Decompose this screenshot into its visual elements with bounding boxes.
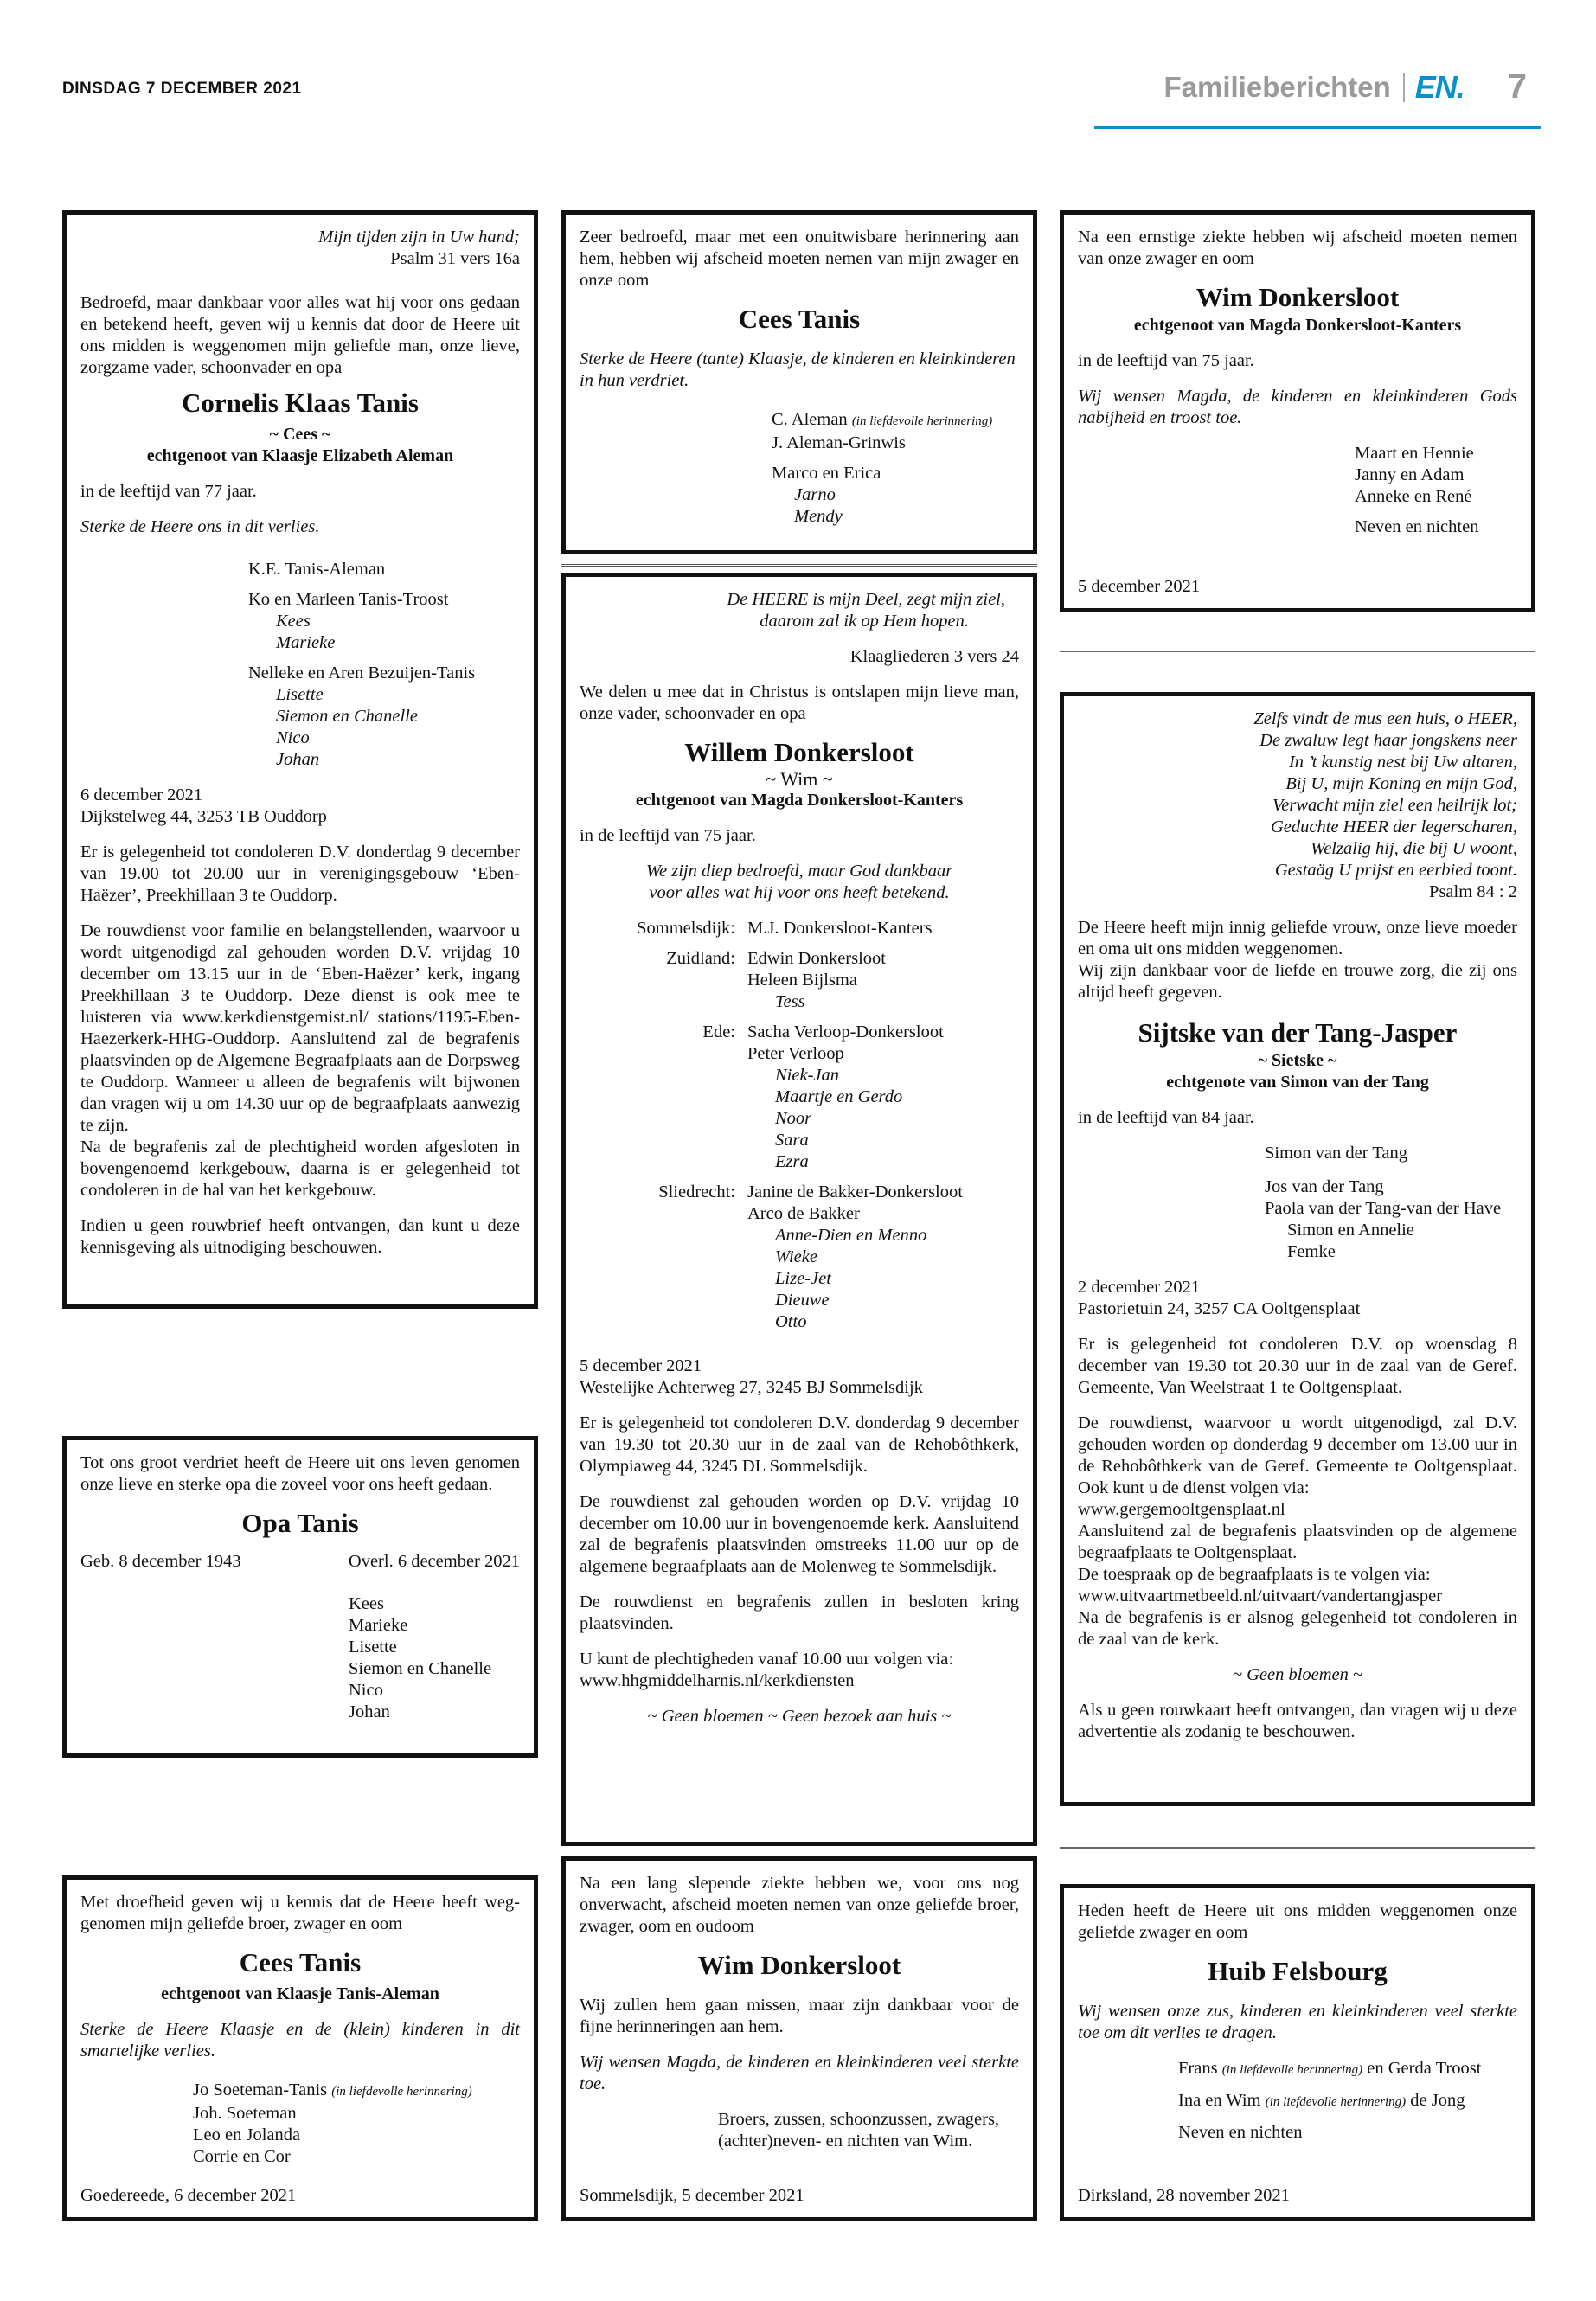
family-member: Corrie en Cor — [193, 2147, 291, 2166]
quote-line: Mijn tijden zijn in Uw hand; — [318, 228, 520, 247]
family-member: Peter Verloop — [747, 1044, 844, 1063]
motto-line: We zijn diep bedroefd, maar God dankbaar voor alles wat hij voor ons heeft betekend. — [645, 862, 953, 902]
notice-cees-tanis-brother — [62, 1875, 538, 2221]
address-line: Westelijke Achterweg 27, 3245 BJ Sommelsdijk — [580, 1378, 923, 1397]
poem-line: In ’t kunstig nest bij Uw altaren, — [1288, 753, 1517, 772]
family-member: Arco de Bakker — [747, 1204, 860, 1223]
notice-willem-donkersloot — [561, 573, 1037, 1846]
intro-text: Tot ons groot verdriet heeft de Heere uit ons leven genomen onze lieve en sterke opa die zoveel voor ons heeft gedaan. — [80, 1453, 520, 1494]
poem-line: Geduchte HEER der legerscharen, — [1270, 817, 1517, 836]
poem-line: De zwaluw legt haar jongskens neer — [1259, 731, 1517, 750]
poem-line: Verwacht mijn ziel een heilrijk lot; — [1272, 796, 1517, 815]
family-member: Ko en Marleen Tanis-Troost — [248, 590, 449, 609]
family-group — [580, 1182, 1019, 1333]
intro-text: De Heere heeft mijn innig geliefde vrouw, onze lieve moeder en oma uit ons midden weggenomen. — [1078, 918, 1517, 958]
service-text: De rouwdienst zal gehouden worden op D.V. vrijdag 10 december om 10.00 uur in bovengenoemde kerk. Aansluitend zal de begrafenis plaatsvinden omstreeks 11.00 uur op de algemene begraafplaats aan de Molenweg te Sommelsdijk. — [580, 1492, 1019, 1576]
condolence-text: Er is gelegenheid tot condoleren D.V. donderdag 9 december van 19.30 tot 20.30 uur in de zaal van de Rehobôthkerk, Olympiaweg 44, 3245 DL Sommelsdijk. — [580, 1413, 1019, 1476]
family-list — [772, 409, 1019, 528]
column-separator — [1060, 651, 1535, 652]
family-member: Johan — [276, 750, 320, 769]
family-member: Lisette — [276, 685, 324, 704]
family-member: Jo Soeteman-Tanis (in liefdevolle herinnering) — [193, 2080, 472, 2099]
family-member: Kees — [276, 612, 311, 631]
wish-line: Wij wensen Magda, de kinderen en kleinkinderen veel sterkte toe. — [580, 2053, 1019, 2093]
age-line: in de leeftijd van 84 jaar. — [1078, 1108, 1254, 1127]
family-member: Nico — [349, 1681, 383, 1700]
notice-wim-donkersloot-brother-in-law — [1060, 210, 1535, 612]
family-member: Lize-Jet — [775, 1269, 831, 1288]
date-line: 2 december 2021 — [1078, 1278, 1201, 1297]
family-member: Ezra — [775, 1152, 809, 1171]
service-text: De rouwdienst voor familie en belangstellenden, waarvoor u wordt uitgenodigd zal gehouden worden D.V. vrijdag 10 december om 13.15 uur in de ‘Eben-Haëzer’ kerk, ingang Preekhillaan 3 te Ouddorp. Deze dienst is ook mee te luisteren via www.kerkdienstgemist.nl/ stations/1195-Eben-Haezerkerk-HHG-Ouddorp. Aansluitend zal de begrafenis plaatsvinden op de Algemene Begraafplaats aan de Dorpsweg te Ouddorp. Wanneer u alleen de begrafenis wilt bijwonen dan vragen wij u om 14.30 uur op de begraafplaats aanwezig te zijn. — [80, 921, 520, 1135]
intro-text: Heden heeft de Heere uit ons midden weggenomen onze geliefde zwager en oom — [1078, 1901, 1517, 1942]
deceased-name: Cees Tanis — [239, 1947, 362, 1977]
family-member: K.E. Tanis-Aleman — [248, 560, 386, 579]
family-list — [1178, 2058, 1517, 2144]
family-list — [248, 559, 520, 771]
family-member: Maartje en Gerdo — [775, 1087, 903, 1106]
family-member: Otto — [775, 1312, 807, 1331]
header-rule — [1094, 126, 1541, 129]
birth-date: Geb. 8 december 1943 — [80, 1552, 241, 1571]
service-text: De rouwdienst, waarvoor u wordt uitgenodigd, zal D.V. gehouden worden op donderdag 9 december om 13.00 uur in de Rehobôthkerk van de Geref. Gemeente te Ooltgensplaat. Ook kunt u de dienst volgen via: — [1078, 1413, 1517, 1497]
stream-link[interactable]: www.hhgmiddelharnis.nl/kerkdiensten — [580, 1671, 855, 1690]
quote-ref: Psalm 31 vers 16a — [390, 249, 520, 268]
date-line: 5 december 2021 — [580, 1356, 702, 1375]
age-line: in de leeftijd van 75 jaar. — [580, 826, 756, 845]
deceased-name: Sijtske van der Tang-Jasper — [1138, 1017, 1458, 1048]
speech-text: De toespraak op de begraafplaats is te volgen via: — [1078, 1565, 1431, 1584]
family-list — [193, 2080, 520, 2168]
family-member: Marieke — [349, 1616, 408, 1635]
family-place: Zuidland: — [666, 949, 735, 968]
family-member: M.J. Donkersloot-Kanters — [747, 919, 933, 938]
poem-line: Gestaäg U prijst en eerbied toont. — [1274, 861, 1517, 880]
column-separator — [561, 564, 1037, 567]
notice-cornelis-tanis — [62, 210, 538, 1309]
family-member: Paola van der Tang-van der Have — [1265, 1199, 1502, 1218]
family-place: Sommelsdijk: — [637, 919, 735, 938]
family-line: Broers, zussen, schoonzussen, zwagers, (achter)neven- en nichten van Wim. — [718, 2110, 1000, 2150]
deceased-name: Cees Tanis — [738, 304, 861, 334]
family-member: Mendy — [794, 507, 843, 526]
psalm-poem — [1078, 708, 1517, 881]
family-member: Johan — [349, 1702, 390, 1721]
notice-cees-tanis-brother-in-law — [561, 210, 1037, 554]
family-place: Sliedrecht: — [658, 1183, 735, 1202]
family-member: Neven en nichten — [1178, 2123, 1303, 2142]
date-line: 6 december 2021 — [80, 785, 203, 804]
wish-line: Wij wensen onze zus, kinderen en kleinkinderen veel sterkte toe om dit verlies te dragen. — [1078, 2002, 1517, 2042]
deceased-name: Opa Tanis — [241, 1508, 359, 1538]
family-list — [349, 1593, 520, 1723]
intro-text: Na een lang slepende ziekte hebben we, voor ons nog onverwacht, afscheid moeten nemen van onze geliefde broer, zwager, oom en oudoom — [580, 1874, 1019, 1936]
deceased-name: Huib Felsbourg — [1208, 1956, 1388, 1986]
column-separator — [1060, 1847, 1535, 1849]
family-member: Neven en nichten — [1355, 517, 1479, 536]
family-place: Ede: — [702, 1022, 735, 1042]
closing-text: ~ Geen bloemen ~ Geen bezoek aan huis ~ — [647, 1707, 952, 1726]
age-line: in de leeftijd van 77 jaar. — [80, 482, 257, 501]
family-member: Siemon en Chanelle — [349, 1659, 492, 1678]
family-member: Sacha Verloop-Donkersloot — [747, 1022, 944, 1042]
family-list — [1265, 1143, 1517, 1263]
page-date: DINSDAG 7 DECEMBER 2021 — [62, 80, 302, 98]
closing-text: Als u geen rouwkaart heeft ontvangen, dan vragen wij u deze advertentie als zodanig te beschouwen. — [1078, 1701, 1517, 1741]
poem-line: Welzalig hij, die bij U woont, — [1311, 839, 1517, 858]
family-group — [580, 918, 1019, 939]
spouse-line: echtgenoot van Klaasje Elizabeth Aleman — [146, 446, 454, 465]
family-member: Marieke — [276, 633, 336, 652]
quote-ref: Psalm 84 : 2 — [1429, 882, 1517, 901]
thanks-text: Wij zijn dankbaar voor de liefde en trouwe zorg, die zij ons altijd heeft gegeven. — [1078, 961, 1517, 1002]
deceased-name: Cornelis Klaas Tanis — [182, 388, 419, 418]
family-member: Sara — [775, 1131, 809, 1150]
body-text: Wij zullen hem gaan missen, maar zijn dankbaar voor de fijne herinneringen aan hem. — [580, 1996, 1019, 2036]
age-line: in de leeftijd van 75 jaar. — [1078, 351, 1254, 370]
family-member: Frans (in liefdevolle herinnering) en Gerda Troost — [1178, 2059, 1482, 2078]
family-member: Edwin Donkersloot — [747, 949, 886, 968]
life-dates — [80, 1551, 520, 1573]
section-title: Familieberichten — [1163, 70, 1391, 103]
family-member: Siemon en Chanelle — [276, 707, 418, 726]
family-member: Marco en Erica — [772, 464, 881, 483]
family-list — [1355, 443, 1517, 538]
quote-line: De HEERE is mijn Deel, zegt mijn ziel, — [727, 590, 1005, 609]
family-member: Nico — [276, 728, 310, 747]
notice-sijtske-van-der-tang — [1060, 692, 1535, 1806]
footer-line: Sommelsdijk, 5 december 2021 — [580, 2186, 804, 2205]
spouse-line: echtgenote van Simon van der Tang — [1166, 1073, 1429, 1092]
family-member: Joh. Soeteman — [193, 2104, 297, 2123]
intro-text: We delen u mee dat in Christus is ontslapen mijn lieve man, onze vader, schoonvader en opa — [580, 683, 1019, 723]
address-line: Dijkstelweg 44, 3253 TB Ouddorp — [80, 807, 327, 826]
after-text: Na de begrafenis zal de plechtigheid worden afgesloten in bovengenoemd kerkgebouw, daarna is er gelegenheid tot condoleren in de hal van het kerkgebouw. — [80, 1138, 520, 1200]
family-member: J. Aleman-Grinwis — [772, 433, 906, 452]
intro-text: Zeer bedroefd, maar met een onuitwisbare herinnering aan hem, hebben wij afscheid moeten nemen van mijn zwager en onze oom — [580, 228, 1019, 290]
family-member: C. Aleman (in liefdevolle herinnering) — [772, 410, 993, 429]
stream-text: U kunt de plechtigheden vanaf 10.00 uur volgen via: — [580, 1650, 954, 1669]
family-member: Janine de Bakker-Donkersloot — [747, 1183, 963, 1202]
closing-text: Indien u geen rouwbrief heeft ontvangen, dan kunt u deze kennisgeving als uitnodiging beschouwen. — [80, 1216, 520, 1257]
header-divider — [1403, 73, 1405, 102]
family-member: Dieuwe — [775, 1291, 830, 1310]
burial-text: Aansluitend zal de begrafenis plaatsvinden op de algemene begraafplaats te Ooltgensplaat. — [1078, 1522, 1517, 1562]
family-member: Jos van der Tang — [1265, 1177, 1384, 1196]
footer-line: Goedereede, 6 december 2021 — [80, 2186, 297, 2205]
quote-ref: Klaagliederen 3 vers 24 — [849, 647, 1019, 666]
family-member: Lisette — [349, 1638, 397, 1657]
wish-line: Sterke de Heere Klaasje en de (klein) kinderen in dit smartelijke verlies. — [80, 2020, 520, 2061]
family-member: Anne-Dien en Menno — [775, 1226, 927, 1245]
private-text: De rouwdienst en begrafenis zullen in besloten kring plaatsvinden. — [580, 1593, 1019, 1633]
family-member: Leo en Jolanda — [193, 2125, 301, 2144]
nickname: ~ Cees ~ — [269, 425, 331, 444]
family-member: Kees — [349, 1594, 384, 1613]
poem-line: Bij U, mijn Koning en mijn God, — [1285, 774, 1517, 793]
spouse-line: echtgenoot van Magda Donkersloot-Kanters — [1133, 316, 1462, 335]
flowers-note: ~ Geen bloemen ~ — [1232, 1665, 1363, 1684]
service-link[interactable]: www.gergemooltgensplaat.nl — [1078, 1500, 1285, 1519]
spouse-line: echtgenoot van Magda Donkersloot-Kanters — [635, 791, 964, 810]
family-member: Heleen Bijlsma — [747, 971, 857, 990]
family-member: Femke — [1287, 1242, 1336, 1261]
deceased-name: Wim Donkersloot — [697, 1950, 901, 1980]
family-member: Jarno — [794, 485, 836, 504]
nickname: ~ Sietske ~ — [1258, 1051, 1337, 1070]
speech-link[interactable]: www.uitvaartmetbeeld.nl/uitvaart/vandertangjasper — [1078, 1586, 1443, 1606]
family-member: Simon en Annelie — [1287, 1221, 1414, 1240]
wish-line: Sterke de Heere (tante) Klaasje, de kinderen en kleinkinderen in hun verdriet. — [580, 349, 1016, 390]
footer-line: 5 december 2021 — [1078, 577, 1201, 596]
family-member: Janny en Adam — [1355, 465, 1465, 484]
quote-line: daarom zal ik op Hem hopen. — [760, 612, 969, 631]
family-group — [580, 1022, 1019, 1173]
nickname: ~ Wim ~ — [766, 768, 833, 790]
intro-text: Met droefheid geven wij u kennis dat de Heere heeft weg-genomen mijn geliefde broer, zwager en oom — [80, 1893, 520, 1933]
page-number: 7 — [1507, 67, 1527, 106]
family-member: Anneke en René — [1355, 487, 1472, 506]
family-list — [580, 918, 1019, 1333]
death-date: Overl. 6 december 2021 — [348, 1552, 520, 1571]
spouse-line: echtgenoot van Klaasje Tanis-Aleman — [161, 1984, 439, 2003]
after-text: Na de begrafenis is er alsnog gelegenheid tot condoleren in de zaal van de kerk. — [1078, 1608, 1517, 1649]
family-member: Maart en Hennie — [1355, 444, 1474, 463]
page-header — [1163, 67, 1527, 106]
intro-text: Na een ernstige ziekte hebben wij afscheid moeten nemen van onze zwager en oom — [1078, 228, 1517, 268]
notice-wim-donkersloot-uncle — [561, 1856, 1037, 2221]
poem-line: Zelfs vindt de mus een huis, o HEER, — [1253, 709, 1517, 728]
deceased-name: Willem Donkersloot — [684, 737, 914, 767]
wish-line: Sterke de Heere ons in dit verlies. — [80, 517, 320, 536]
family-member: Simon van der Tang — [1265, 1144, 1408, 1163]
condolence-text: Er is gelegenheid tot condoleren D.V. donderdag 9 december van 19.00 tot 20.00 uur in verenigingsgebouw ‘Eben-Haëzer’, Preekhillaan 3 te Ouddorp. — [80, 843, 520, 905]
family-member: Ina en Wim (in liefdevolle herinnering) de Jong — [1178, 2091, 1465, 2110]
family-member: Nelleke en Aren Bezuijen-Tanis — [248, 663, 476, 683]
family-member: Tess — [775, 992, 805, 1011]
family-group — [580, 948, 1019, 1013]
deceased-name: Wim Donkersloot — [1195, 282, 1400, 312]
notice-huib-felsbourg — [1060, 1884, 1535, 2221]
condolence-text: Er is gelegenheid tot condoleren D.V. op woensdag 8 december van 19.30 tot 20.30 uur in de zaal van de Geref. Gemeente, Van Weelstraat 1 te Ooltgensplaat. — [1078, 1335, 1517, 1397]
footer-line: Dirksland, 28 november 2021 — [1078, 2186, 1290, 2205]
family-member: Noor — [775, 1109, 812, 1128]
address-line: Pastorietuin 24, 3257 CA Ooltgensplaat — [1078, 1299, 1361, 1318]
wish-line: Wij wensen Magda, de kinderen en kleinkinderen Gods nabijheid en troost toe. — [1078, 387, 1517, 427]
intro-text: Bedroefd, maar dankbaar voor alles wat hij voor ons gedaan en betekend heeft, geven wij u kennis dat door de Heere uit ons midden is weggenomen mijn geliefde man, onze lieve, zorgzame vader, schoonvader en opa — [80, 293, 520, 377]
notice-opa-tanis — [62, 1436, 538, 1758]
family-member: Wieke — [775, 1247, 817, 1266]
family-member: Niek-Jan — [775, 1066, 839, 1085]
newspaper-logo: EN. — [1414, 68, 1465, 105]
